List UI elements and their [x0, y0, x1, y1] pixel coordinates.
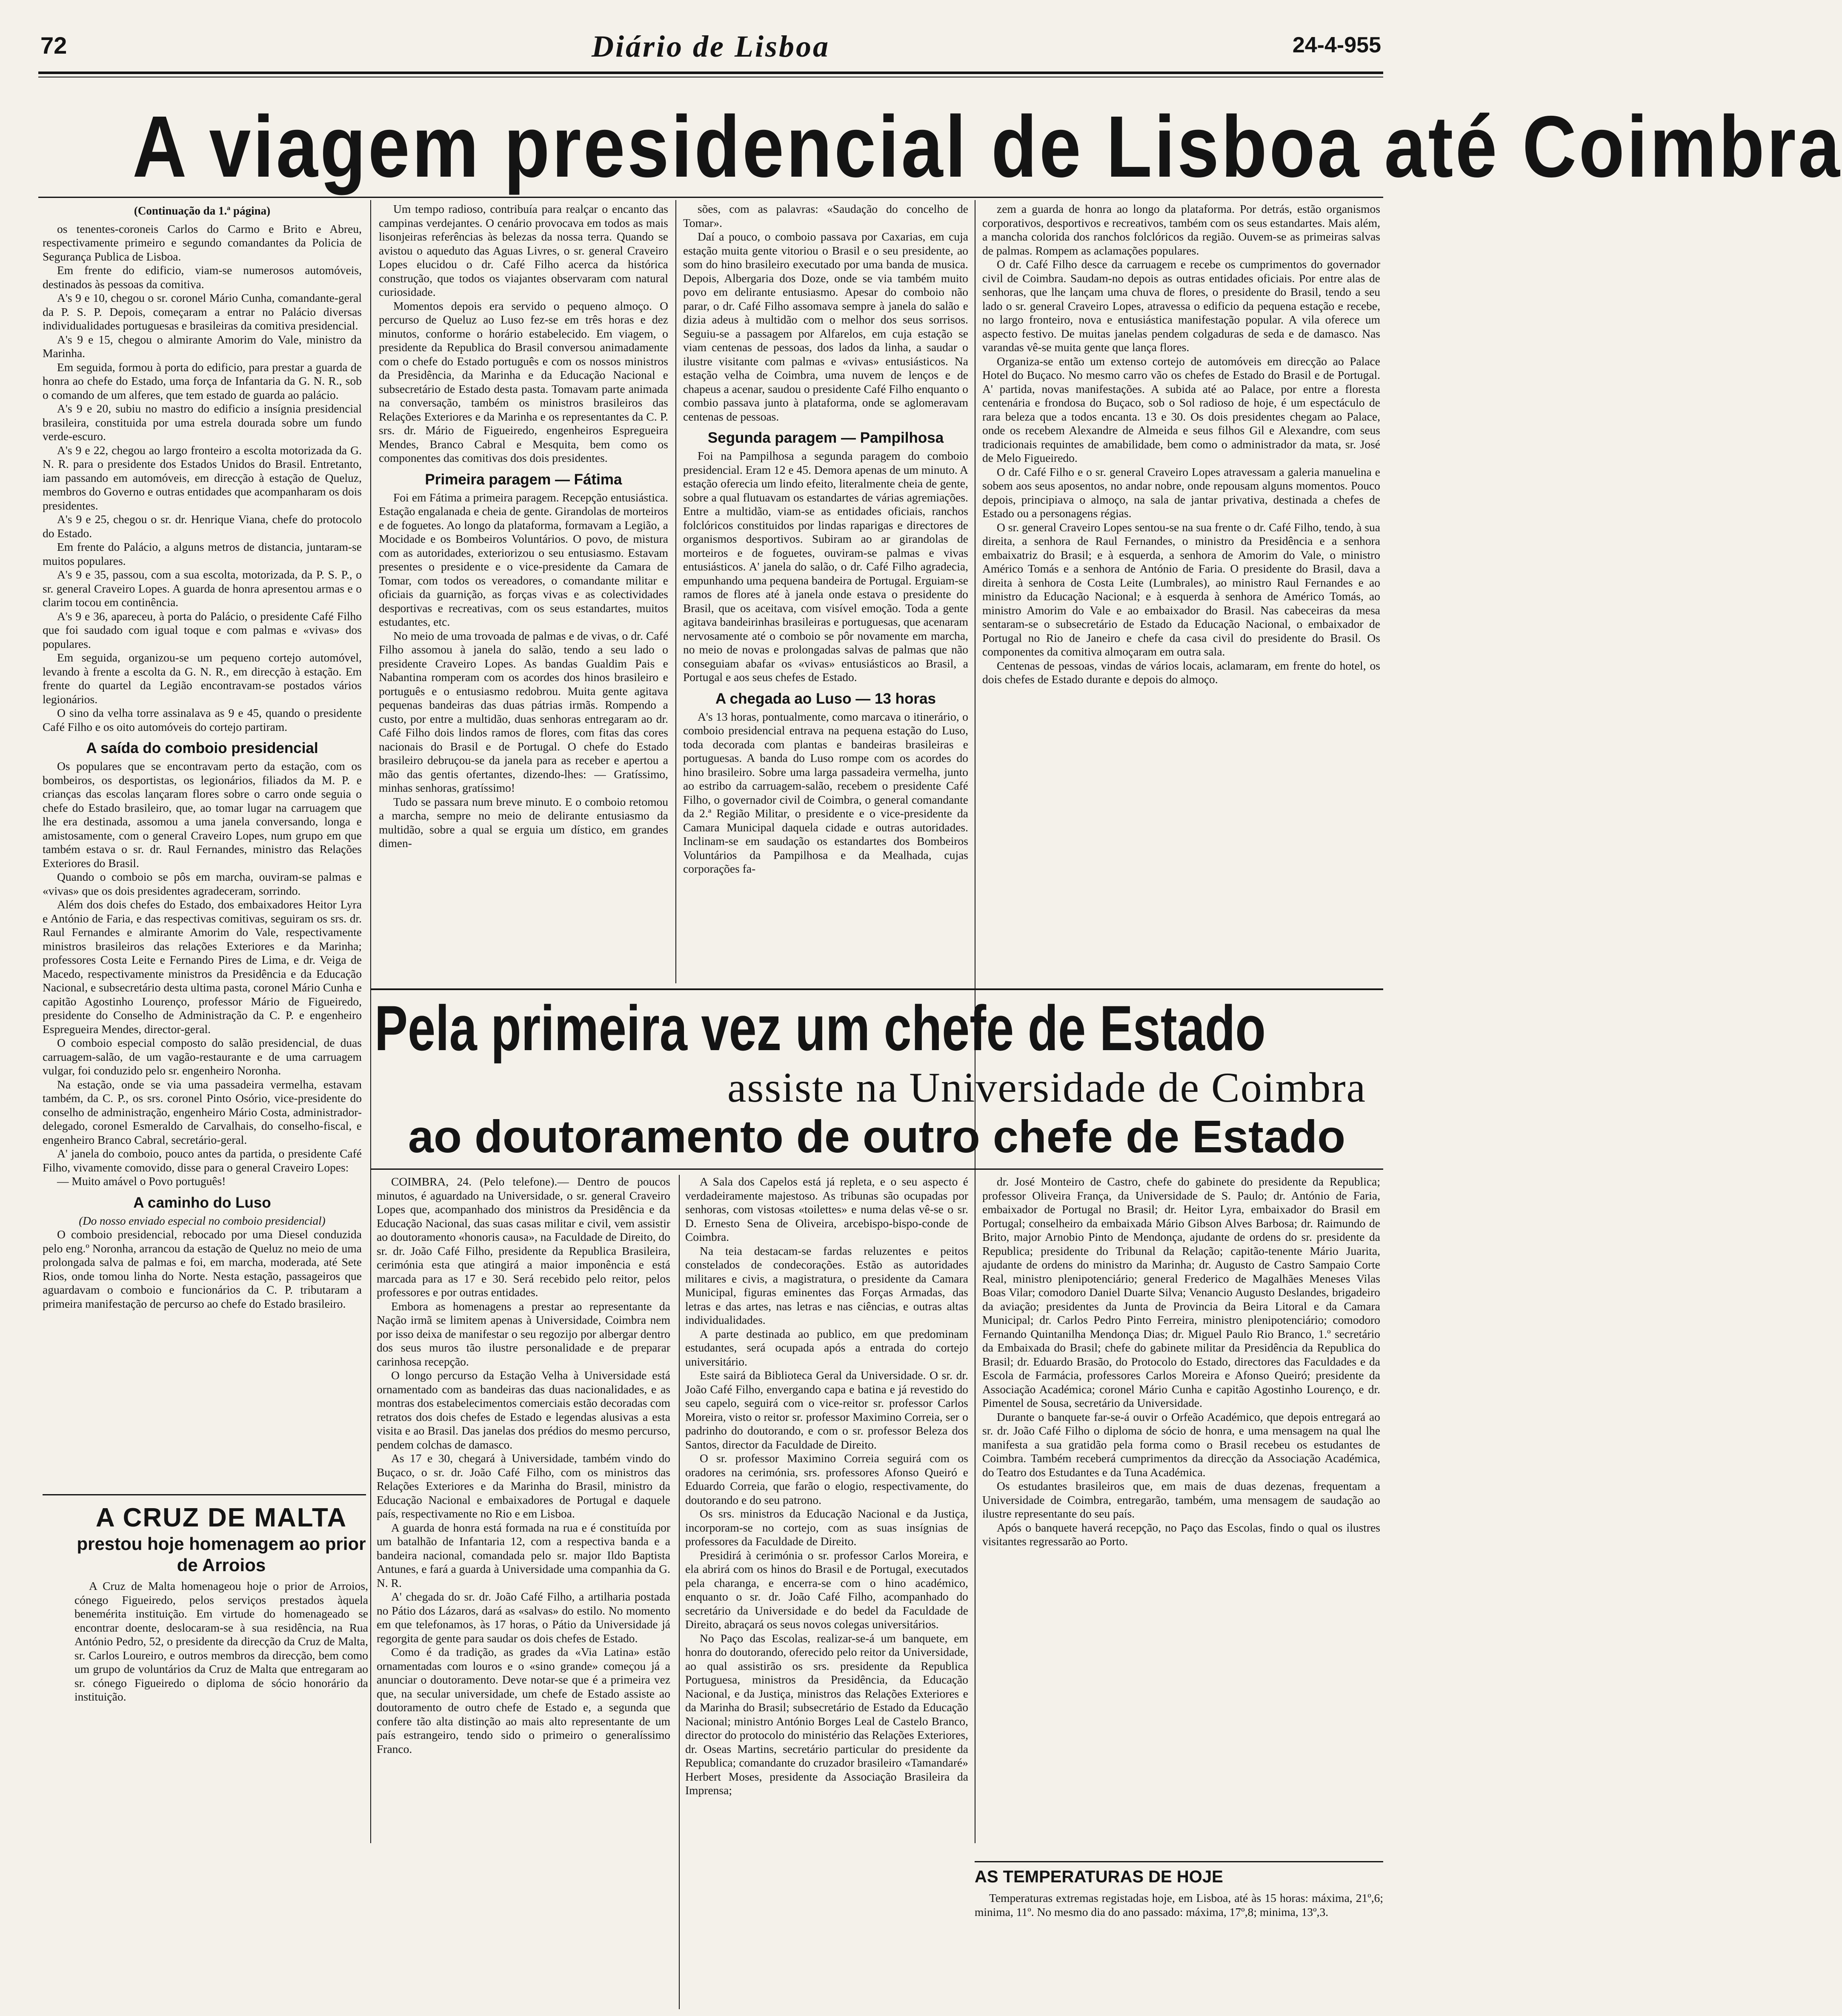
paragraph: Presidirá à cerimónia o sr. professor Carlos Moreira, e ela abrirá com os hinos do Brasil e de Portugal, executados pela charanga, e encerra-se com o hino académico, enquanto o sr. dr. João Café Filho, acompanhado do secretário da Universidade e do bedel da Faculdade de Direito, abraçará os seus novos colegas universitários. [685, 1548, 968, 1631]
paragraph: Como é da tradição, as grades da «Via Latina» estão ornamentadas com louros e o «sino grande» começou já a anunciar o doutoramento. Deve notar-se que é a primeira vez que, na secular universidade, um chefe de Estado assiste ao doutoramento de outro chefe de Estado e, a segunda que confere tão alta distinção ao mais alto representante de um país estrangeiro, tendo sido o primeiro o generalíssimo Franco. [377, 1645, 670, 1755]
article-column-3 [683, 202, 968, 985]
paragraph: A' chegada do sr. dr. João Café Filho, a artilharia postada no Pátio dos Lázaros, dará as «salvas» do estilo. No momento em que telefonamos, às 17 horas, o Pátio da Universidade já regorgita de gente para saudar os dois chefes de Estado. [377, 1590, 670, 1645]
temperatures-text: Temperaturas extremas registadas hoje, em Lisboa, até às 15 horas: máxima, 21º,6; minima, 11º. No mesmo dia do ano passado: máxima, 17º,8; minima, 13º,3. [975, 1891, 1383, 1919]
continuation-note: (Continuação da 1.ª página) [134, 204, 271, 217]
paragraph: — Muito amável o Povo português! [57, 1174, 226, 1188]
paragraph: O sr. general Craveiro Lopes sentou-se na sua frente o dr. Café Filho, tendo, à sua direita, a senhora de Raul Fernandes, o ministro da Presidência e a senhora embaixatriz do Brasil; e à esquerda, a senhora de Amorim do Vale, o ministro Américo Tomás e a senhora de António de Faria. O presidente do Brasil, dava a direita à senhora de Costa Leite (Lumbrales), ao ministro Raul Fernandes e ao ministro da Educação Nacional; e à esquerda à senhora de Américo Tomás, ao ministro Amorim do Vale e ao embaixador do Brasil. Nas cabeceiras da mesa sentaram-se o subsecretário de Estado da Educação Nacional, o embaixador de Portugal no Rio de Janeiro e chefe da casa civil do presidente do Brasil. Os componentes da comitiva almoçaram em outra sala. [982, 520, 1380, 658]
headline-line-1: Pela primeira vez um chefe de Estado [375, 992, 1266, 1064]
article-title: A CRUZ DE MALTA [95, 1503, 347, 1532]
paragraph: Daí a pouco, o comboio passava por Caxarias, em cuja estação muita gente vitoriou o Brasil e o seu presidente, ao som do hino brasileiro executado por uma banda de musica. Depois, Albergaria dos Doze, onde se via também muito povo em delirante entusiasmo. Apesar do comboio não parar, o dr. Café Filho assomava sempre à janela do salão e dizia adeus à multidão com o melhor dos seus sorrisos. Seguiu-se a passagem por Alfarelos, em cuja estação se viam centenas de pessoas, dos lados da linha, a saudar o ilustre visitante com palmas e «vivas» entusiásticos. Na estação velha de Coimbra, uma nuvem de lenços e de chapeus a acenar, saudou o presidente Café Filho enquanto o combio passava junto à plataforma, onde se aglomeravam centenas de pessoas. [683, 230, 968, 423]
paragraph: A's 9 e 35, passou, com a sua escolta, motorizada, da P. S. P., o sr. general Craveiro Lopes. A guarda de honra apresentou armas e o clarim tocou em continência. [43, 568, 362, 609]
article-body [74, 1579, 368, 1704]
paragraph: Após o banquete haverá recepção, no Paço das Escolas, findo o qual os ilustres visitantes regressarão ao Porto. [982, 1521, 1380, 1548]
university-column-1 [377, 1175, 670, 2009]
cruz-de-malta-article [74, 1503, 368, 1704]
main-headline: A viagem presidencial de Lisboa até Coimbra [132, 98, 1842, 195]
paragraph: A' janela do comboio, pouco antes da partida, o presidente Café Filho, vivamente comovido, disse para o general Craveiro Lopes: [43, 1147, 362, 1174]
section-heading: Segunda paragem — Pampilhosa [707, 430, 944, 446]
column-divider [675, 200, 676, 983]
masthead-rule [38, 72, 1383, 74]
section-heading: A chegada ao Luso — 13 horas [715, 690, 936, 707]
page-number: 72 [40, 32, 67, 59]
paragraph: Em seguida, formou à porta do edificio, para prestar a guarda de honra ao chefe do Estado, uma força de Infantaria da G. N. R., sob o comando de um alferes, que tem estado de guarda ao palácio. [43, 360, 362, 401]
box-rule [975, 1861, 1383, 1862]
section-rule [370, 988, 1383, 990]
paragraph: Em seguida, organizou-se um pequeno cortejo automóvel, levando à frente a escolta da G. N. R., em direcção à estação. Em frente do quartel da Legião encontravam-se postados vários legionários. [43, 651, 362, 706]
paragraph: Em frente do edificio, viam-se numerosos automóveis, destinados às pessoas da comitiva. [43, 263, 362, 291]
paragraph: Organiza-se então um extenso cortejo de automóveis em direcção ao Palace Hotel do Buçaco. No mesmo carro vão os chefes de Estado do Brasil e de Portugal. A' partida, novas manifestações. A subida até ao Palace, por entre a floresta centenária e frondosa do Buçaco, sob o Sol radioso de hoje, é um espectáculo de rara beleza que a todos encanta. 13 e 30. Os dois presidentes chegam ao Palace, onde os recebem Alexandre de Almeida e seus filhos Gil e Alexandre, com seus tradicionais requintes de amabilidade, bem como o administrador da mata, sr. José de Melo Figueiredo. [982, 354, 1380, 464]
box-rule [43, 1494, 366, 1495]
temperatures-title: AS TEMPERATURAS DE HOJE [975, 1867, 1223, 1886]
col1-paragraphs-b [43, 759, 362, 1188]
section-heading: A saída do comboio presidencial [86, 740, 318, 756]
paragraph: A's 9 e 10, chegou o sr. coronel Mário Cunha, comandante-geral da P. S. P. Depois, começaram a entrar no Palácio diversas individualidades portuguesas e brasileiras da comitiva presidencial. [43, 291, 362, 332]
paragraph: O comboio presidencial, rebocado por uma Diesel conduzida pelo eng.º Noronha, arrancou da estação de Queluz no meio de uma prolongada salva de palmas e foi, em marcha, moderada, até Sete Rios, onde tomou linha do Norte. Nesta estação, passageiros que aguardavam o comboio e funcionários da C. P. tributaram a primeira manifestação de percurso ao chefe do Estado brasileiro. [43, 1228, 362, 1310]
paragraph: O sino da velha torre assinalava as 9 e 45, quando o presidente Café Filho e os oito automóveis do cortejo partiram. [43, 706, 362, 733]
paragraph: Momentos depois era servido o pequeno almoço. O percurso de Queluz ao Luso fez-se em três horas e dez minutos, conforme o horário estabelecido. Em viagem, o presidente da Republica do Brasil conversou animadamente com o chefe do Estado português e com os nossos ministros da Presidência, da Marinha e da Educação Nacional e subsecretário de Estado desta pasta. Tomavam parte animada na conversação, também os ministros brasileiros das Relações Exteriores e da Marinha e os representantes da C. P. srs. dr. Mário de Figueiredo, engenheiros Espregueira Mendes, Branco Cabral e Mesquita, bem como os componentes das comitivas dos dois presidentes. [379, 299, 668, 464]
paragraph: os tenentes-coroneis Carlos do Carmo e Brito e Abreu, respectivamente primeiro e segundo comandantes da Policia de Segurança Publica de Lisboa. [43, 222, 362, 263]
section-heading: Primeira paragem — Fátima [425, 471, 622, 488]
newspaper-title: Diário de Lisboa [592, 29, 830, 63]
paragraph: Foi em Fátima a primeira paragem. Recepção entusiástica. Estação engalanada e cheia de gente. Girandolas de morteiros e de foguetes. Ao longo da plataforma, formavam a Legião, a Mocidade e os Bombeiros Voluntários. O povo, de mistura com as autoridades, exteriorizou o seu entusiasmo. Estavam presentes o presidente e o vice-presidente da Camara de Tomar, com todos os vereadores, o comandante militar e oficiais da guarnição, as forças vivas e as colectividades desportivas e recreativas, com os seus estandartes, muitos estudantes, etc. [379, 490, 668, 628]
section-byline: (Do nosso enviado especial no comboio presidencial) [79, 1214, 326, 1227]
paragraph: dr. José Monteiro de Castro, chefe do gabinete do presidente da Republica; professor Oliveira França, da Universidade de S. Paulo; dr. António de Faria, embaixador de Portugal no Brasil; dr. Heitor Lyra, embaixador do Brasil em Portugal; conselheiro da embaixada Mário Gibson Alves Barbosa; dr. Raimundo de Brito, major Arnobio Pinto de Mendonça, ajudante de ordens do sr. presidente da Republica; presidente do Tribunal da Relação; capitão-tenente Mário Juarita, ajudante de ordens do ministro da Marinha; dr. Augusto de Castro Sampaio Corte Real, ministro plenipotenciário; general Frederico de Magalhães Meneses Vilas Boas Vilar; comodoro Daniel Duarte Silva; Venancio Augusto Deslandes, brigadeiro da aviação; presidentes da Junta de Provincia da Beira Litoral e da Camara Municipal; dr. Carlos Pedro Pinto Ferreira, ministro plenipotenciário; comodoro Fernando Quintanilha Mendonça Dias; dr. Miguel Paulo Rio Branco, 1.º secretário da Embaixada do Brasil; chefe do gabinete militar da Presidência da Republica do Brasil; dr. Eduardo Brasão, do Protocolo do Estado, directores das Faculdades e da Escola de Farmácia, professores Carlos Moreira e Afonso Queiró; presidente da Associação Académica; coronel Mário Cunha e capitão Agostinho Lourenço, e dr. Pimentel de Sousa, secretário da Universidade. [982, 1175, 1380, 1409]
article-subtitle: prestou hoje homenagem ao prior de Arroios [77, 1534, 366, 1575]
paragraph: No meio de uma trovoada de palmas e de vivas, o dr. Café Filho assomou à janela do salão, tendo a seu lado o presidente Craveiro Lopes. As bandas Gualdim Pais e Nabantina romperam com os acordes dos hinos brasileiro e português e o entusiasmo redobrou. Muita gente agitava pequenas bandeiras das duas pátrias irmãs. Rompendo a custo, por entre a multidão, duas senhoras entregaram ao dr. Café Filho dois lindos ramos de flores, com fitas das cores nacionais do Brasil e de Portugal. O chefe do Estado brasileiro debruçou-se da janela para as receber e apertou a mão das gentis ofertantes, dizendo-lhes: — Gratíssimo, minhas senhoras, gratíssimo! [379, 629, 668, 794]
paragraph: Além dos dois chefes do Estado, dos embaixadores Heitor Lyra e António de Faria, e das respectivas comitivas, seguiram os srs. dr. Raul Fernandes e almirante Amorim do Vale, respectivamente ministros brasileiros das relações Exteriores e da Marinha; professores Costa Leite e Fernando Pires de Lima, e dr. Veiga de Macedo, respectivamente ministros da Presidência e da Educação Nacional, e subsecretário desta ultima pasta, coronel Mário Cunha e capitão Agostinho Lourenço, professor Mário de Figueiredo, presidente do Conselho de Administração da C. P. e engenheiro Espregueira Mendes, director-geral. [43, 898, 362, 1036]
paragraph: A's 9 e 36, apareceu, à porta do Palácio, o presidente Café Filho que foi saudado com igual toque e com palmas e «vivas» dos populares. [43, 609, 362, 650]
paragraph: Em frente do Palácio, a alguns metros de distancia, juntaram-se muitos populares. [43, 540, 362, 567]
paragraph: A parte destinada ao publico, em que predominam estudantes, será ocupada após a entrada do cortejo universitário. [685, 1327, 968, 1368]
paragraph: Os srs. ministros da Educação Nacional e da Justiça, incorporam-se no cortejo, com as suas insígnias de professores da Faculdade de Direito. [685, 1507, 968, 1548]
issue-date: 24-4-955 [1292, 33, 1381, 57]
paragraph: Centenas de pessoas, vindas de vários locais, aclamaram, em frente do hotel, os dois chefes de Estado durante e depois do almoço. [982, 659, 1380, 686]
paragraph: Durante o banquete far-se-á ouvir o Orfeão Académico, que depois entregará ao sr. dr. João Café Filho o diploma de sócio de honra, e uma mensagem na qual lhe manifesta a sua gratidão pela forma como o Brasil recebeu os estudantes de Coimbra. Também receberá cumprimentos da direcção da Associação Académica, do Teatro dos Estudantes e da Tuna Académica. [982, 1410, 1380, 1479]
article-column-4 [982, 202, 1380, 985]
paragraph: O dr. Café Filho desce da carruagem e recebe os cumprimentos do governador civil de Coimbra. Saudam-no depois as outras entidades oficiais. Por entre alas de senhoras, que lhe lançam uma chuva de flores, o presidente do Brasil, tendo a seu lado o sr. general Craveiro Lopes, atravessa o edificio da pequena estação e recebe, no largo fronteiro, nova e entusiástica manifestação popular. A vila oferece um aspecto festivo. De muitas janelas pendem colgaduras de seda e de damasco. Nas varandas vê-se muita gente que lança flores. [982, 258, 1380, 354]
paragraph: A's 9 e 15, chegou o almirante Amorim do Vale, ministro da Marinha. [43, 332, 362, 360]
paragraph: Embora as homenagens a prestar ao representante da Nação irmã se limitem apenas à Universidade, Coimbra nem por isso deixa de manifestar o seu regozijo por albergar dentro dos seus muros tão ilustre personalidade e de preparar carinhosa recepção. [377, 1299, 670, 1368]
paragraph: Na teia destacam-se fardas reluzentes e peitos constelados de condecorações. Estão as autoridades militares e civis, a magistratura, o presidente da Camara Municipal, figuras eminentes das Forças Armadas, das letras e das artes, nas letras e nas ciências, e outras altas individualidades. [685, 1244, 968, 1326]
paragraph: A's 13 horas, pontualmente, como marcava o itinerário, o comboio presidencial entrava na pequena estação do Luso, toda decorada com plantas e bandeiras brasileiras e portuguesas. A banda do Luso rompe com os acordes do hino brasileiro. Sobre uma larga passadeira vermelha, junto ao estribo da carruagem-salão, recebem o presidente Café Filho, o governador civil de Coimbra, o general comandante da 2.ª Região Militar, o presidente e o vice-presidente da Camara Municipal daquela cidade e outras autoridades. Inclinam-se em saudação os estandartes dos Bombeiros Voluntários da Pampilhosa e da Mealhada, cujas corporações fa- [683, 710, 968, 875]
paragraph: Na estação, onde se via uma passadeira vermelha, estavam também, da C. P., os srs. coronel Pinto Osório, vice-presidente do conselho de administração, engenheiro Mário Costa, administrador-delegado, coronel Esmeraldo de Carvalhais, do conselho-fiscal, e engenheiro Branco Cabral, secretário-geral. [43, 1077, 362, 1146]
paragraph: O sr. professor Maximino Correia seguirá com os oradores na cerimónia, srs. professores Afonso Queiró e Eduardo Correia, que farão o elogio, respectivamente, do doutorando e do seu patrono. [685, 1452, 968, 1506]
paragraph: A guarda de honra está formada na rua e é constituída por um batalhão de Infantaria 12, com a respectiva banda e a bandeira nacional, comandada pelo sr. major Ildo Baptista Antunes, e fará a guarda à Universidade uma companhia da G. N. R. [377, 1521, 670, 1589]
university-column-3 [982, 1175, 1380, 1852]
headline-underline [370, 1168, 1383, 1170]
temperatures-body [975, 1891, 1383, 1919]
paragraph: sões, com as palavras: «Saudação do concelho de Tomar». [683, 202, 968, 229]
paragraph: Este sairá da Biblioteca Geral da Universidade. O sr. dr. João Café Filho, envergando capa e batina e já revestido do seu capelo, seguirá com o vice-reitor sr. professor Carlos Moreira, visto o reitor sr. professor Maximino Correia, ser o padrinho do doutorando, e com o sr. professor Beleza dos Santos, director da Faculdade de Direito. [685, 1369, 968, 1451]
paragraph: COIMBRA, 24. (Pelo telefone).— Dentro de poucos minutos, é aguardado na Universidade, o sr. general Craveiro Lopes que, acompanhado dos ministros da Presidência e da Educação Nacional, das suas casas militar e civil, vem assistir ao doutoramento «honoris causa», na Faculdade de Direito, do sr. dr. João Café Filho, presidente da Republica Brasileira, cerimónia esta que atingirá a maior imponência e está marcada para as 17 e 30. Será recebido pelo reitor, pelos professores e por outras entidades. [377, 1175, 670, 1299]
paragraph: Foi na Pampilhosa a segunda paragem do comboio presidencial. Eram 12 e 45. Demora apenas de um minuto. A estação oferecia um lindo efeito, literalmente cheia de gente, sobre a qual flutuavam os estandartes de várias agremiações. Entre a multidão, viam-se as entidades oficiais, ranchos folclóricos constituidos por lindas raparigas e directores de organismos desportivos. Subiram ao ar girandolas de morteiros e de foguetes, ouviram-se palmas e vivas entusiásticos. A' janela do salão, o dr. Café Filho agradecia, empunhando uma pequena bandeira de Portugal. Erguiam-se ramos de flores até à janela onde estava o presidente do Brasil, que os aceitava, com visível emoção. Toda a gente agitava bandeirinhas brasileiras e portuguesas, que acenaram nervosamente até o comboio se pôr novamente em marcha, no meio de novas e prolongadas salvas de palmas que não conseguiam abafar os «vivas» entusiásticos ao Brasil, a Portugal e aos seus chefes de Estado. [683, 449, 968, 684]
paragraph: O dr. Café Filho e o sr. general Craveiro Lopes atravessam a galeria manuelina e sobem aos seus aposentos, no andar nobre, onde repousam alguns momentos. Pouco depois, principiava o almoço, na sala de jantar privativa, destinada a chefes de Estado ou a personagens régias. [982, 465, 1380, 520]
column-divider [679, 1175, 680, 2009]
paragraph: Tudo se passara num breve minuto. E o comboio retomou a marcha, sempre no meio de delirante entusiasmo da multidão, sobre a qual se erguia um dístico, em grandes dimen- [379, 795, 668, 850]
paragraph: Quando o comboio se pôs em marcha, ouviram-se palmas e «vivas» que os dois presidentes agradeceram, sorrindo. [43, 870, 362, 897]
paragraph: O longo percurso da Estação Velha à Universidade está ornamentado com as bandeiras das duas nacionalidades, e as montras dos estabelecimentos comerciais estão decoradas com retratos dos dois chefes de Estado e legendas alusivas a esta visita e ao Brasil. Das janelas dos prédios do mesmo percurso, pendem colchas de damasco. [377, 1369, 670, 1451]
paragraph: Os estudantes brasileiros que, em mais de duas dezenas, frequentam a Universidade de Coimbra, entregarão, também, uma mensagem de saudação ao ilustre representante do seu país. [982, 1479, 1380, 1520]
paragraph: O comboio especial composto do salão presidencial, de duas carruagem-salão, de um vagão-restaurante e de uma carruagem vulgar, foi conduzido pelo sr. engenheiro Noronha. [43, 1036, 362, 1077]
paragraph: A's 9 e 25, chegou o sr. dr. Henrique Viana, chefe do protocolo do Estado. [43, 513, 362, 540]
paragraph: A's 9 e 20, subiu no mastro do edificio a insígnia presidencial brasileira, constituida por uma estrela dourada sobre um fundo verde-escuro. [43, 402, 362, 443]
university-column-2 [685, 1175, 968, 2009]
article-column-1 [43, 202, 362, 1488]
article-column-2 [379, 202, 668, 985]
paragraph: As 17 e 30, chegará à Universidade, também vindo do Buçaco, o sr. dr. João Café Filho, com os ministros das Relações Exteriores e da Marinha do Brasil, ministro da Educação Nacional e embaixadores de Portugal e daquele país, respectivamente no Rio e em Lisboa. [377, 1452, 670, 1520]
paragraph: Um tempo radioso, contribuía para realçar o encanto das campinas verdejantes. O cenário provocava em todos as mais lisonjeiras referências às belezas da nossa terra. Quando se avistou o aqueduto das Aguas Livres, o sr. general Craveiro Lopes elucidou o dr. Café Filho acerca da histórica construção, que todos os viajantes observaram com natural curiosidade. [379, 202, 668, 298]
headline-line-3: ao doutoramento de outro chefe de Estado [408, 1111, 1346, 1162]
paragraph: No Paço das Escolas, realizar-se-á um banquete, em honra do doutorando, oferecido pelo reitor da Universidade, ao qual assistirão os srs. presidente da Republica Portuguesa, ministros da Presidência, da Educação Nacional, e da Justiça, ministros das Relações Exteriores e da Marinha do Brasil; subsecretário de Estado da Educação Nacional; ministro António Borges Leal de Castelo Branco, director do protocolo do ministério das Relações Exteriores, dr. Oseas Martins, secretário particular do presidente da Republica; comandante do cruzador brasileiro «Tamandaré» Herbert Moses, presidente da Associação Brasileira da Imprensa; [685, 1631, 968, 1797]
masthead [40, 29, 1381, 63]
paragraph: Os populares que se encontravam perto da estação, com os bombeiros, os desportistas, os legionários, filiados da M. P. e crianças das escolas lançaram flores sobre o carro onde seguia o chefe do Estado brasileiro, que, ao tomar lugar na carruagem que lhe era destinada, assomou a uma janela conversando, longa e amistosamente, com o general Craveiro Lopes, num grupo em que também estava o sr. dr. Raul Fernandes, ministro das Relações Exteriores do Brasil. [43, 759, 362, 870]
col1-paragraphs-a [43, 222, 362, 734]
paragraph: A Cruz de Malta homenageou hoje o prior de Arroios, cónego Figueiredo, pelos serviços prestados àquela benemérita instituição. Em virtude do homenageado se encontrar doente, deslocaram-se à sua residência, na Rua António Pedro, 52, o presidente da direcção da Cruz de Malta, sr. Carlos Loureiro, e outros membros da direcção, bem como um grupo de voluntários da Cruz de Malta que entregaram ao sr. cónego Figueiredo o diploma de sócio honorário da instituição. [74, 1579, 368, 1703]
university-article-headline [370, 992, 1383, 1162]
headline-line-2: assiste na Universidade de Coimbra [727, 1064, 1366, 1111]
paragraph: zem a guarda de honra ao longo da plataforma. Por detrás, estão organismos corporativos, desportivos e recreativos, também com os seus estandartes. Mais além, a mancha colorida dos ranchos folclóricos da região. Ouvem-se as primeiras salvas de palmas. Rompem as aclamações populares. [982, 202, 1380, 257]
section-heading: A caminho do Luso [133, 1194, 271, 1211]
temperatures-box [975, 1867, 1383, 1919]
headline-rule [38, 197, 1383, 198]
paragraph: A Sala dos Capelos está já repleta, e o seu aspecto é verdadeiramente majestoso. As tribunas são ocupadas por senhoras, com vistosas «toilettes» e numa delas vê-se o sr. D. Ernesto Sena de Oliveira, arcebispo-bispo-conde de Coimbra. [685, 1175, 968, 1243]
paragraph: A's 9 e 22, chegou ao largo fronteiro a escolta motorizada da G. N. R. para o presidente dos Estados Unidos do Brasil. Entretanto, iam passando em automóveis, em direcção à estação de Queluz, membros do Governo e outras entidades que acompanharam os dois presidentes. [43, 443, 362, 512]
